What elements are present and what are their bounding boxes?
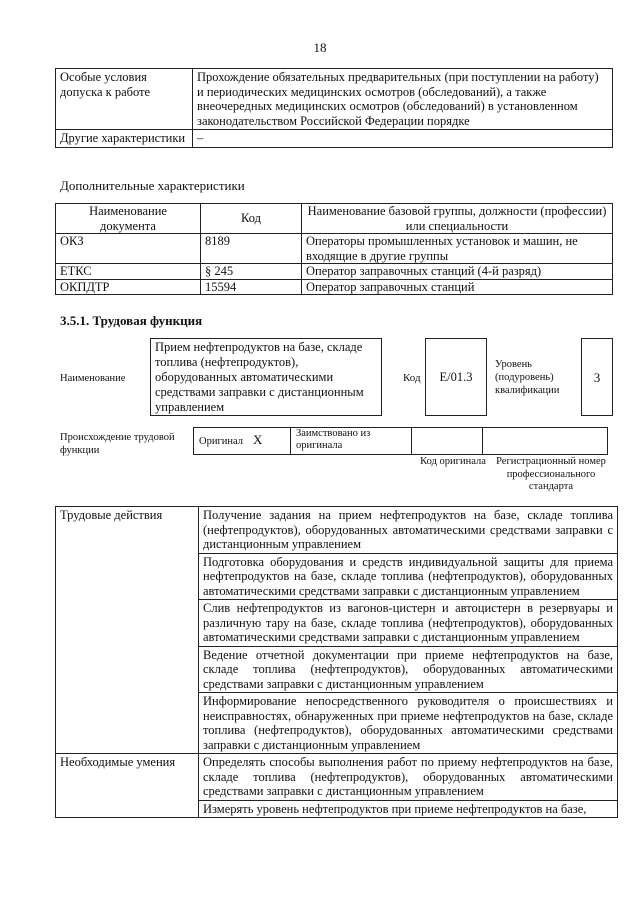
table-row xyxy=(194,428,608,455)
table-header-row xyxy=(56,204,613,234)
table-cell: ЕТКС xyxy=(56,264,201,280)
table-cell: 8189 xyxy=(201,234,302,264)
function-name-label: Наименование xyxy=(60,373,126,384)
function-code-label: Код xyxy=(403,372,421,384)
code-original-label: Код оригинала xyxy=(420,456,486,467)
function-origin-label: Происхождение трудовой функции xyxy=(60,432,175,456)
column-header: Код xyxy=(201,204,302,234)
table-row xyxy=(56,69,613,130)
qualification-level-value: 3 xyxy=(581,338,613,416)
duty-item: Слив нефтепродуктов из вагонов-цистерн и автоцистерн в резервуары и различную тару на базе, складе топлива (нефтепродуктов), оборудованных автоматическими средствами заправки с дистанционным управлением xyxy=(199,600,618,647)
page-number: 18 xyxy=(313,40,327,55)
table-cell: 15594 xyxy=(201,279,302,295)
table-cell-label: Другие характеристики xyxy=(56,130,193,148)
duties-table xyxy=(55,506,618,818)
column-header: Наименование базовой группы, должности (профессии) или специальности xyxy=(302,204,613,234)
additional-characteristics-title: Дополнительные характеристики xyxy=(60,178,245,193)
table-cell-value: – xyxy=(193,130,613,148)
reg-number-label: Регистрационный номер профессионального стандарта xyxy=(496,456,606,492)
conditions-table xyxy=(55,68,613,148)
table-cell-value: Прохождение обязательных предварительных (при поступлении на работу) и периодических медицинских осмотров (обследований), а также внеочередных медицинских осмотров (обследований) в установленном законодательством Российской Федерации порядке xyxy=(193,69,613,130)
duties-label: Трудовые действия xyxy=(56,507,199,754)
duty-item: Получение задания на прием нефтепродуктов на базе, складе топлива (нефтепродуктов), оборудованных автоматическими средствами заправки с дистанционным управлением xyxy=(199,507,618,554)
table-row xyxy=(56,754,618,801)
borrowed-label: Заимствовано из оригинала xyxy=(291,428,412,455)
section-title: 3.5.1. Трудовая функция xyxy=(60,313,203,328)
column-header: Наименование документа xyxy=(56,204,201,234)
duty-item: Информирование непосредственного руководителя о происшествиях и неисправностях, обнаруженных при приеме нефтепродуктов на базе, складе топлива (нефтепродуктов), оборудованных автоматическими средствами заправки с дистанционным управлением xyxy=(199,693,618,754)
table-row xyxy=(56,234,613,264)
code-original-cell xyxy=(412,428,483,455)
original-label: Оригинал xyxy=(199,436,243,447)
duty-item: Ведение отчетной документации при приеме нефтепродуктов на базе, складе топлива (нефтепродуктов), оборудованных автоматическими средствами заправки с дистанционным управлением xyxy=(199,646,618,693)
skills-label: Необходимые умения xyxy=(56,754,199,818)
origin-table xyxy=(193,427,608,455)
skill-item: Определять способы выполнения работ по приему нефтепродуктов на базе, складе топлива (нефтепродуктов), оборудованных автоматическими средствами заправки с дистанционным управлением xyxy=(199,754,618,801)
table-cell: Операторы промышленных установок и машин, не входящие в другие группы xyxy=(302,234,613,264)
duty-item: Подготовка оборудования и средств индивидуальной защиты для приема нефтепродуктов на базе, складе топлива (нефтепродуктов), оборудованных автоматическими средствами заправки с дистанционным управлением xyxy=(199,553,618,600)
function-name-value: Прием нефтепродуктов на базе, складе топлива (нефтепродуктов), оборудованных автоматическими средствами заправки с дистанционным управлением xyxy=(150,338,382,416)
table-cell: ОКЗ xyxy=(56,234,201,264)
table-cell: Оператор заправочных станций xyxy=(302,279,613,295)
qualification-level-label: Уровень (подуровень) квалификации xyxy=(495,359,560,396)
table-cell: ОКПДТР xyxy=(56,279,201,295)
original-cell xyxy=(194,428,291,455)
additional-table xyxy=(55,203,613,295)
function-code-value: E/01.3 xyxy=(425,338,487,416)
reg-number-cell xyxy=(483,428,608,455)
table-cell-label: Особые условия допуска к работе xyxy=(56,69,193,130)
original-mark: X xyxy=(253,432,263,447)
table-cell: § 245 xyxy=(201,264,302,280)
table-row xyxy=(56,264,613,280)
skill-item: Измерять уровень нефтепродуктов при приеме нефтепродуктов на базе, xyxy=(199,800,618,818)
table-row xyxy=(56,279,613,295)
table-row xyxy=(56,507,618,554)
table-row xyxy=(56,130,613,148)
table-cell: Оператор заправочных станций (4-й разряд) xyxy=(302,264,613,280)
